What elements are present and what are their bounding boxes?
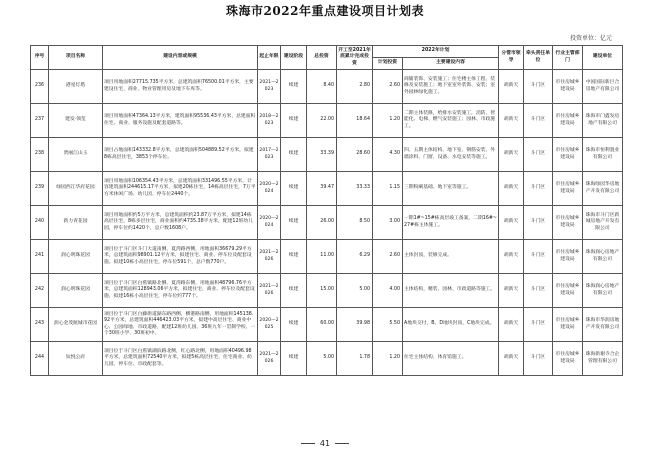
cell-dept: 市住房城乡建设局 [553, 70, 583, 104]
cell-plan-investment: 1.20 [373, 342, 403, 376]
cell-plan-content: 三期粉刷基础、地下室等施工。 [403, 172, 499, 206]
cell-project-name: 港星灯塔 [49, 70, 103, 104]
page-number: 41 [319, 439, 331, 448]
cell-content: 项目用地面积27715.735平方米，总建筑面积76500.01平方米，主要建设住宅、商业、物业管理用房及地下车库等。 [103, 70, 258, 104]
cell-plan-investment: 2.60 [373, 70, 403, 104]
cell-dept: 市住房城乡建设局 [553, 104, 583, 138]
cell-project-name: 建发·领玺 [49, 104, 103, 138]
cell-plan-content: 二期主体装修，给排水安装施工，消防、智能化、电梯、燃气安装施工；园林、市政施工。 [403, 104, 499, 138]
cell-dept: 市住房城乡建设局 [553, 172, 583, 206]
header-years: 起止年限 [258, 46, 281, 70]
cell-content: 项目用地面积106354.43平方米，总建筑面积331496.55平方米，计容建筑面积244615.17平方米，拟建20栋住宅，14栋高层住宅，7万平方米休闲广场、幼儿园、停车位2440个。 [103, 172, 258, 206]
cell-lead-unit: 斗门区 [524, 308, 553, 342]
cell-plan-content: 住宅主体结构、体育馆施工。 [403, 342, 499, 376]
cell-plan-investment: 4.00 [373, 274, 403, 308]
cell-cumulative-investment: 2.80 [337, 70, 373, 104]
cell-plan-content: 一期1#~15#栋高层竣工备案，二期16#~27#栋主体施工。 [403, 206, 499, 240]
cell-years: 2020—2024 [258, 172, 281, 206]
header-lead-unit: 牵头责任单位 [524, 46, 553, 70]
cell-cumulative-investment: 28.60 [337, 138, 373, 172]
investment-unit-note: 投资单位：亿元 [569, 35, 612, 42]
cell-plan-investment: 4.30 [373, 138, 403, 172]
header-plan-invest: 计划投资 [373, 58, 403, 70]
cell-years: 2021—2026 [258, 342, 281, 376]
cell-content: 项目用地面积47364.13平方米，建筑面积95536.43平方米，总建面积住宅、商业、服务设施及配套道路等。 [103, 104, 258, 138]
cell-seq: 240 [31, 206, 49, 240]
cell-lead-unit: 斗门区 [524, 104, 553, 138]
cell-leader: 胡新天 [499, 104, 524, 138]
cell-plan-investment: 1.15 [373, 172, 403, 206]
cell-owner: 中国国际新巨合房地产有限公司 [583, 70, 623, 104]
cell-dept: 市住房城乡建设局 [553, 342, 583, 376]
cell-years: 2020—2024 [258, 206, 281, 240]
cell-total-investment: 8.40 [307, 70, 337, 104]
cell-plan-investment: 3.00 [373, 206, 403, 240]
header-name: 项目名称 [49, 46, 103, 70]
header-content: 建设内容或规模 [103, 46, 258, 70]
cell-seq: 236 [31, 70, 49, 104]
cell-years: 2020—2025 [258, 308, 281, 342]
table-row [31, 274, 623, 308]
header-plan-content: 主要建设内容 [403, 58, 499, 70]
table-row [31, 206, 623, 240]
cell-cumulative-investment: 18.64 [337, 104, 373, 138]
cell-leader: 胡新天 [499, 172, 524, 206]
cell-owner: 珠海市华润房地产开发有限公司 [583, 308, 623, 342]
page-footer [0, 439, 650, 448]
cell-dept: 市住房城乡建设局 [553, 138, 583, 172]
cell-content: 项目位于斗门区白蕉镇路北侧、夏湾路东侧，用地面积48796.76平方米，总建筑面积128943.06平方米，拟建住宅、商业、停车位及配套设施，拟建16栋小高层住宅，停车位约777个。 [103, 274, 258, 308]
header-total: 总投资 [307, 46, 337, 70]
cell-cumulative-investment: 6.29 [337, 240, 373, 274]
table-row [31, 308, 623, 342]
table-row [31, 172, 623, 206]
cell-lead-unit: 斗门区 [524, 138, 553, 172]
cell-owner: 珠海润心房地产有限公司 [583, 240, 623, 274]
cell-seq: 242 [31, 274, 49, 308]
cell-content: 项目用地面积约5万平方米，总建筑面积约23.87万平方米，拟建14栋高层住宅，8栋多层住宅，商业面积约4735.38平方米，配建12班幼儿园，停车位约1420个，总户数1608户。 [103, 206, 258, 240]
cell-project-name: 润心明珠花园 [49, 240, 103, 274]
cell-lead-unit: 斗门区 [524, 70, 553, 104]
cell-project-name: 钛悦公府 [49, 342, 103, 376]
cell-cumulative-investment: 39.98 [337, 308, 373, 342]
cell-owner: 珠海绿园华房地产开发有限公司 [583, 172, 623, 206]
header-owner: 建设单位 [583, 46, 623, 70]
table-header [31, 46, 623, 70]
cell-plan-content: 商铺装饰、安装施工；住宅楼主体工程、装修及安装施工；地下室室外装饰、安装；室外园林绿化施工。 [403, 70, 499, 104]
table-row [31, 240, 623, 274]
cell-stage: 续建 [281, 138, 307, 172]
cell-seq: 244 [31, 342, 49, 376]
header-stage: 建设阶段 [281, 46, 307, 70]
table-row [31, 104, 623, 138]
cell-years: 2017—2023 [258, 138, 281, 172]
header-leader: 分管市领导 [499, 46, 524, 70]
header-cumulative: 开工至2021年底累计完成投资 [337, 46, 373, 70]
document-title: 珠海市2022年重点建设项目计划表 [226, 4, 424, 18]
cell-project-name: 绿园西江华府花园 [49, 172, 103, 206]
cell-stage: 续建 [281, 342, 307, 376]
cell-plan-investment: 1.20 [373, 104, 403, 138]
cell-lead-unit: 斗门区 [524, 172, 553, 206]
cell-owner: 珠海市恒利置业有限公司 [583, 138, 623, 172]
cell-plan-content: 主体结构，精装、园林、市政道路等施工。 [403, 274, 499, 308]
cell-stage: 续建 [281, 70, 307, 104]
cell-lead-unit: 斗门区 [524, 342, 553, 376]
cell-content: 项目占地面积143332.8平方米，总建筑面积504889.52平方米，拟建8栋高层住宅，3853个停车位。 [103, 138, 258, 172]
cell-years: 2021—2023 [258, 70, 281, 104]
cell-project-name: 润心金茂航城市花园 [49, 308, 103, 342]
table-row [31, 342, 623, 376]
cell-total-investment: 60.00 [307, 308, 337, 342]
cell-plan-content: A地块交付，B、D地块封顶，C地块完成。 [403, 308, 499, 342]
cell-owner: 珠海新谢寺合企管理有限公司 [583, 342, 623, 376]
cell-years: 2021—2026 [258, 274, 281, 308]
cell-project-name: 新力青花园 [49, 206, 103, 240]
cell-cumulative-investment: 5.00 [337, 274, 373, 308]
table-row [31, 70, 623, 104]
cell-lead-unit: 斗门区 [524, 206, 553, 240]
cell-owner: 珠海润心房地产有限公司 [583, 274, 623, 308]
header-dept: 行业主管部门 [553, 46, 583, 70]
cell-years: 2018—2023 [258, 104, 281, 138]
cell-leader: 胡新天 [499, 342, 524, 376]
cell-plan-investment: 2.60 [373, 240, 403, 274]
table-row [31, 138, 623, 172]
cell-leader: 胡新天 [499, 138, 524, 172]
cell-stage: 续建 [281, 104, 307, 138]
cell-total-investment: 5.00 [307, 342, 337, 376]
cell-leader: 胡新天 [499, 206, 524, 240]
cell-seq: 238 [31, 138, 49, 172]
footer-dash-left [301, 443, 315, 444]
cell-years: 2021—2026 [258, 240, 281, 274]
cell-seq: 241 [31, 240, 49, 274]
cell-total-investment: 26.00 [307, 206, 337, 240]
cell-total-investment: 15.00 [307, 274, 337, 308]
header-plan-group: 2022年计划 [373, 46, 499, 58]
cell-content: 项目位于斗门区斗门大道南侧、夏湾路西侧，用地面积36679.29平方米，总建筑面积98901.12平方米，拟建住宅、商业、停车位及配套设施。拟建10栋小高层住宅，停车位591个，总户数770户。 [103, 240, 258, 274]
cell-owner: 珠海市斗门区新城房地产开发有限公司 [583, 206, 623, 240]
cell-total-investment: 33.39 [307, 138, 337, 172]
cell-plan-content: 主体封顶，装修完成。 [403, 240, 499, 274]
cell-leader: 胡新天 [499, 70, 524, 104]
cell-total-investment: 22.00 [307, 104, 337, 138]
cell-owner: 珠海市门鑫发房地产有限公司 [583, 104, 623, 138]
cell-stage: 续建 [281, 274, 307, 308]
cell-dept: 市住房城乡建设局 [553, 240, 583, 274]
cell-total-investment: 11.00 [307, 240, 337, 274]
project-plan-table [30, 45, 623, 376]
cell-total-investment: 39.47 [307, 172, 337, 206]
cell-plan-investment: 5.50 [373, 308, 403, 342]
footer-dash-right [335, 443, 349, 444]
cell-leader: 胡新天 [499, 240, 524, 274]
cell-content: 项目位于斗门区白藤街道湖东路西侧，横港路南侧，用地面积145138.92平方米，总建筑面积446423.03平方米，拟建中高层住宅、商业中心、公园绿地、市政道路，配建12班幼儿园、36班九年一贯制学校、一个30班小学、30班初中。 [103, 308, 258, 342]
cell-stage: 续建 [281, 240, 307, 274]
cell-seq: 243 [31, 308, 49, 342]
cell-cumulative-investment: 33.33 [337, 172, 373, 206]
cell-leader: 胡新天 [499, 308, 524, 342]
cell-lead-unit: 斗门区 [524, 240, 553, 274]
cell-seq: 239 [31, 172, 49, 206]
cell-lead-unit: 斗门区 [524, 274, 553, 308]
cell-cumulative-investment: 1.78 [337, 342, 373, 376]
cell-stage: 续建 [281, 308, 307, 342]
cell-stage: 续建 [281, 206, 307, 240]
cell-seq: 237 [31, 104, 49, 138]
cell-project-name: 润心明珠花园 [49, 274, 103, 308]
cell-plan-content: 四、五期主体结构、地下室、钢筋安装、外墙涂料、门窗、设备、水电安装等施工。 [403, 138, 499, 172]
cell-cumulative-investment: 8.50 [337, 206, 373, 240]
cell-project-name: 贤丽江山玉 [49, 138, 103, 172]
cell-dept: 市住房城乡建设局 [553, 308, 583, 342]
cell-dept: 市住房城乡建设局 [553, 274, 583, 308]
cell-content: 项目位于斗门区白蕉镇湖滨路北侧，红心路北侧，用地面积40496.98平方米，总建筑面积72540平方米，拟建5栋高层住宅、住宅商业、幼儿园、停车位、市政配套等。 [103, 342, 258, 376]
cell-leader: 胡新天 [499, 274, 524, 308]
cell-stage: 续建 [281, 172, 307, 206]
cell-dept: 市住房城乡建设局 [553, 206, 583, 240]
header-seq: 序号 [31, 46, 49, 70]
table-body [31, 70, 623, 376]
